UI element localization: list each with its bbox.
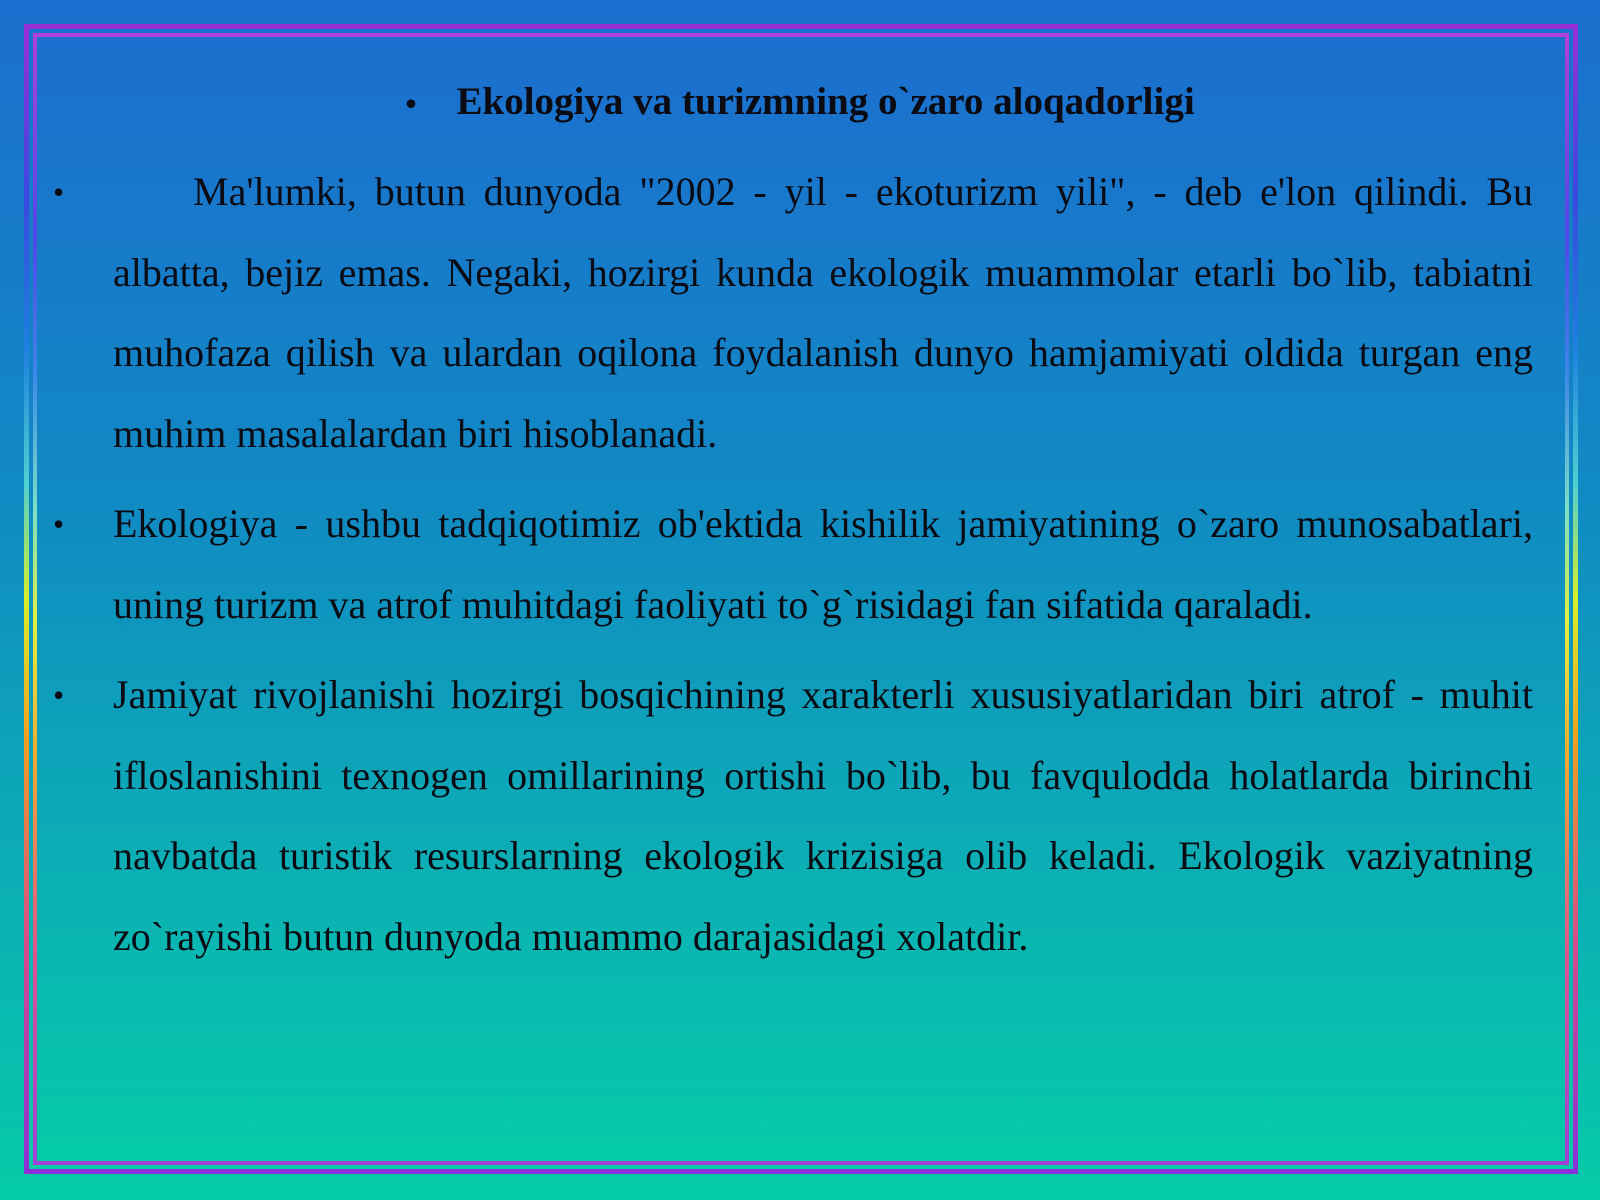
title-bullet: • bbox=[405, 85, 417, 121]
paragraph-1 bbox=[53, 152, 1533, 474]
paragraph-2 bbox=[53, 484, 1533, 645]
paragraph-2-text: Ekologiya - ushbu tadqiqotimiz ob'ektida kishilik jamiyatining o`zaro munosabatlari, uning turizm va atrof muhitdagi faoliyati to`g`risidagi fan sifatida qaraladi. bbox=[113, 501, 1533, 627]
bullet-2: • bbox=[53, 506, 65, 542]
paragraph-3 bbox=[53, 655, 1533, 977]
slide-body bbox=[0, 152, 1600, 987]
bullet-3: • bbox=[53, 677, 65, 713]
slide-title: Ekologiya va turizmning o`zaro aloqadorligi bbox=[456, 80, 1195, 123]
slide-title-row bbox=[0, 72, 1600, 133]
paragraph-3-text: Jamiyat rivojlanishi hozirgi bosqichining xarakterli xususiyatlaridan biri atrof - muhit ifloslanishini texnogen omillarining ortishi bo`lib, bu favqulodda holatlarda birinchi navbatda turistik resurslarning ekologik krizisiga olib keladi. Ekologik vaziyatning zo`rayishi butun dunyoda muammo darajasidagi xolatdir. bbox=[113, 672, 1533, 959]
bullet-1: • bbox=[53, 174, 65, 210]
paragraph-1-text: Ma'lumki, butun dunyoda "2002 - yil - ekoturizm yili", - deb e'lon qilindi. Bu albatta, bejiz emas. Negaki, hozirgi kunda ekologik muammolar etarli bo`lib, tabiatni muhofaza qilish va ulardan oqilona foydalanish dunyo hamjamiyati oldida turgan eng muhim masalalardan biri hisoblanadi. bbox=[113, 169, 1533, 456]
